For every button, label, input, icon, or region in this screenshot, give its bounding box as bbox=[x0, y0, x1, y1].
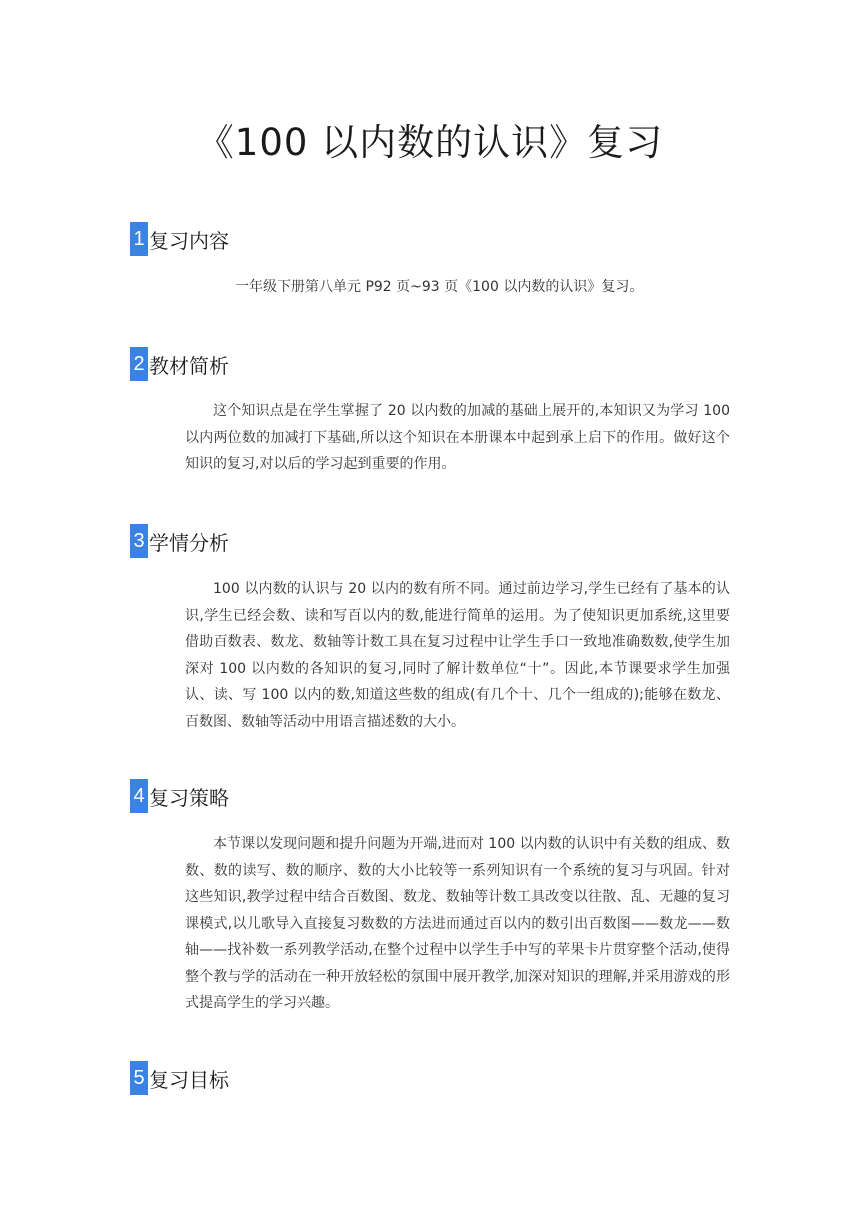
section-heading-label: 学情分析 bbox=[149, 530, 229, 555]
section-body-3: 100 以内数的认识与 20 以内的数有所不同。通过前边学习,学生已经有了基本的认识,学生已经会数、读和写百以内的数,能进行简单的运用。为了使知识更加系统,这里要借助百数表、数龙、数轴等计数工具在复习过程中让学生手口一致地准确数数,使学生加深对 100 以内数的各知识的复习,同时了解计数单位“十”。因此,本节课要求学生加强认、读、写 100 以内的数,知道这些数的组成(有几个十、几个一组成的);能够在数龙、百数图、数轴等活动中用语言描述数的大小。 bbox=[185, 581, 730, 730]
section-number-badge: 1 bbox=[130, 222, 148, 256]
section-body-2: 这个知识点是在学生掌握了 20 以内数的加减的基础上展开的,本知识又为学习 100 以内两位数的加减打下基础,所以这个知识在本册课本中起到承上启下的作用。做好这个知识的复习,对以后的学习起到重要的作用。 bbox=[185, 403, 730, 472]
section-heading-label: 教材简析 bbox=[149, 353, 229, 378]
section-body-1: 一年级下册第八单元 P92 页~93 页《100 以内数的认识》复习。 bbox=[235, 279, 644, 295]
section-number-badge: 5 bbox=[130, 1061, 148, 1095]
section-heading-label: 复习内容 bbox=[149, 228, 229, 253]
section-number-badge: 2 bbox=[130, 347, 148, 381]
section-heading-label: 复习策略 bbox=[149, 785, 229, 810]
section-number-badge: 3 bbox=[130, 524, 148, 558]
document-title: 《100 以内数的认识》复习 bbox=[196, 121, 664, 164]
section-heading-5 bbox=[130, 1061, 229, 1095]
section-heading-1 bbox=[130, 222, 229, 256]
section-heading-2 bbox=[130, 347, 229, 381]
section-heading-label: 复习目标 bbox=[149, 1067, 229, 1092]
section-number-badge: 4 bbox=[130, 779, 148, 813]
section-heading-4 bbox=[130, 779, 229, 813]
section-heading-3 bbox=[130, 524, 229, 558]
section-body-4: 本节课以发现问题和提升问题为开端,进而对 100 以内数的认识中有关数的组成、数数、数的读写、数的顺序、数的大小比较等一系列知识有一个系统的复习与巩固。针对这些知识,教学过程中结合百数图、数龙、数轴等计数工具改变以往散、乱、无趣的复习课模式,以儿歌导入直接复习数数的方法进而通过百以内的数引出百数图——数龙——数轴——找补数一系列教学活动,在整个过程中以学生手中写的苹果卡片贯穿整个活动,使得整个教与学的活动在一种开放轻松的氛围中展开教学,加深对知识的理解,并采用游戏的形式提高学生的学习兴趣。 bbox=[185, 836, 730, 1011]
